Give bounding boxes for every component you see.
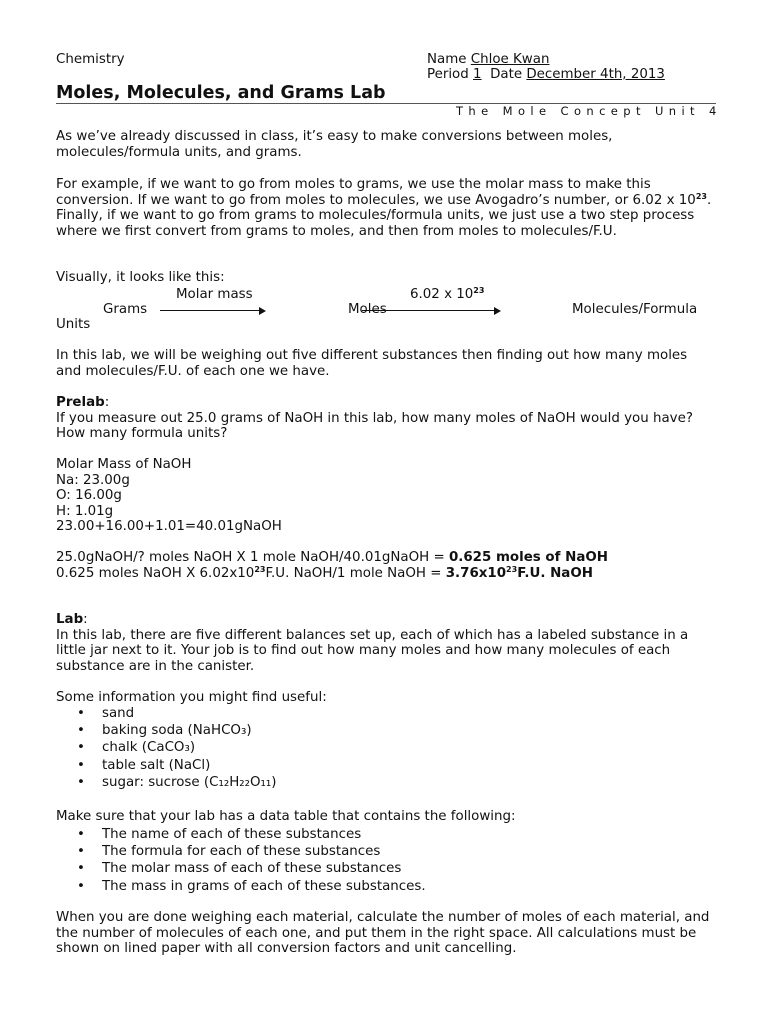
- visual-intro: Visually, it looks like this:: [56, 270, 225, 285]
- list-item: • The mass in grams of each of these substances.: [56, 878, 716, 895]
- lab-intro: In this lab, we will be weighing out five different substances then finding out how many moles and molecules/F.U. of each one we have.: [56, 348, 688, 379]
- arrow-moles-to-molecules: [362, 310, 499, 311]
- unit-tag: The Mole Concept Unit 4: [456, 104, 722, 118]
- lab-instructions: In this lab, there are five different balances set up, each of which has a labeled substance in a little jar next to it. Your job is to find out how many moles and how many molecules of each substance are in the canister.: [56, 627, 689, 674]
- table-requirements-list: [56, 826, 716, 896]
- subject-label: Chemistry: [56, 52, 125, 67]
- prelab-heading: Prelab:: [56, 395, 110, 410]
- node-grams: Grams: [103, 302, 148, 317]
- intro-paragraph-2: For example, if we want to go from moles to grams, we use the molar mass to make this conversion. If we want to go from moles to molecules, we use Avogadro’s number, or 6.02 x $10^{23}$. Finally, if we want to go from grams to molecules/formula units, we just use a two step process where we first convert from grams to moles, and then from moles to molecules/F.U.: [56, 177, 712, 239]
- lab-heading: Lab:: [56, 612, 88, 627]
- period-label: Period: [427, 67, 469, 82]
- list-item: • chalk (CaCO₃): [56, 739, 716, 756]
- node-moles: Moles: [348, 302, 387, 317]
- list-item: • sand: [56, 705, 716, 722]
- date-value: December 4th, 2013: [526, 67, 665, 82]
- node-molecules: Molecules/Formula: [572, 302, 698, 317]
- table-intro: Make sure that your lab has a data table that contains the following:: [56, 809, 516, 824]
- document-title: Moles, Molecules, and Grams Lab: [56, 83, 386, 103]
- list-item: • baking soda (NaHCO₃): [56, 722, 716, 739]
- intro-paragraph-1: As we’ve already discussed in class, it’s easy to make conversions between moles, molecules/formula units, and grams.: [56, 129, 613, 160]
- arrow1-label: Molar mass: [176, 287, 253, 302]
- list-item: • The name of each of these substances: [56, 826, 716, 843]
- calculation-formula-units: 0.625 moles NaOH X $6.02x10^{23}F.U$. NaOH/1 mole NaOH = $3.76x10^{23}F.U$. NaOH: [56, 564, 593, 581]
- info-intro: Some information you might find useful:: [56, 690, 327, 705]
- arrow-grams-to-moles: [160, 310, 264, 311]
- list-item: • The formula for each of these substances: [56, 843, 716, 860]
- arrow2-label: 6.02 x $10^{23}$: [410, 286, 485, 302]
- list-item: • sugar: sucrose (C₁₂H₂₂O₁₁): [56, 774, 716, 791]
- name-label: Name: [427, 52, 467, 67]
- prelab-question: If you measure out 25.0 grams of NaOH in this lab, how many moles of NaOH would you have? How many formula units?: [56, 410, 693, 442]
- molar-mass-line: H: 1.01g: [56, 503, 114, 519]
- name-line: [427, 52, 549, 67]
- student-name: Chloe Kwan: [470, 52, 550, 67]
- list-item: • table salt (NaCl): [56, 757, 716, 774]
- period-value: 1: [473, 67, 482, 82]
- period-date-line: [427, 67, 665, 82]
- molar-mass-line: O: 16.00g: [56, 488, 122, 504]
- list-item: • The molar mass of each of these substances: [56, 860, 716, 877]
- node-units: Units: [56, 317, 91, 332]
- molar-mass-line: Molar Mass of NaOH: [56, 457, 192, 472]
- molar-mass-block: [56, 457, 716, 535]
- closing-instructions: When you are done weighing each material, calculate the number of moles of each material, and the number of molecules of each one, and put them in the right space. All calculations must be shown on lined paper with all conversion factors and unit cancelling.: [56, 910, 710, 957]
- date-label: Date: [490, 67, 523, 82]
- molar-mass-line: 23.00+16.00+1.01=40.01gNaOH: [56, 519, 282, 535]
- substance-list: [56, 705, 716, 792]
- molar-mass-line: Na: 23.00g: [56, 472, 130, 488]
- calculation-moles: 25.0gNaOH/? moles NaOH X 1 mole NaOH/40.01gNaOH = 0.625 moles of NaOH: [56, 550, 608, 565]
